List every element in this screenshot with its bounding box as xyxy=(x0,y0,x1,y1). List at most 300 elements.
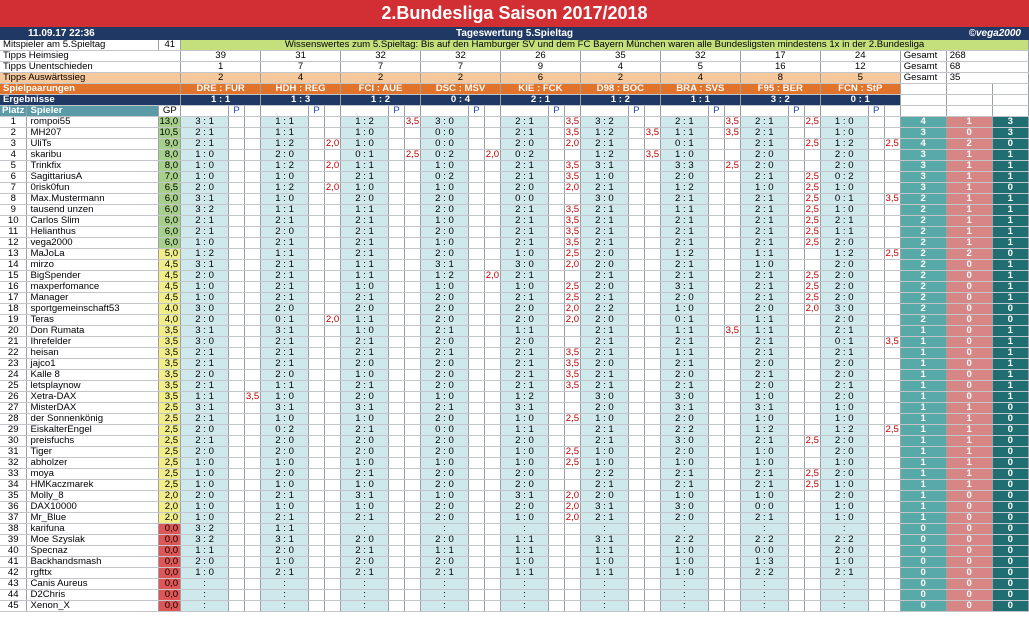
bonus-points xyxy=(405,260,421,271)
points xyxy=(468,458,484,469)
copyright: ©vega2000 xyxy=(968,28,1021,39)
tipp: 2 : 1 xyxy=(660,381,708,392)
tipp: 2 : 0 xyxy=(740,161,788,172)
bonus-points xyxy=(564,524,580,535)
bonus-points xyxy=(484,469,500,480)
points xyxy=(229,293,245,304)
tipp: 1 : 0 xyxy=(500,447,548,458)
to-count: 1 xyxy=(946,458,992,469)
bonus-points: 2,0 xyxy=(565,259,580,270)
ranking-table xyxy=(0,40,1029,612)
bonus-points xyxy=(245,535,261,546)
bonus-points xyxy=(804,403,820,414)
tipp: 2 : 0 xyxy=(660,414,708,425)
platz: 3 xyxy=(0,139,27,150)
bonus-points xyxy=(724,282,740,293)
points xyxy=(309,282,325,293)
bonus-points: 2,5 xyxy=(805,182,819,193)
bonus-points xyxy=(804,447,820,458)
table-row xyxy=(0,150,1029,161)
tipp: 2 : 1 xyxy=(261,282,309,293)
tipp: 1 : 1 xyxy=(820,227,868,238)
tipps-count: 17 xyxy=(740,51,820,62)
to-count: 0 xyxy=(946,293,992,304)
bonus-points xyxy=(484,172,500,183)
bonus-points xyxy=(884,348,900,359)
tr-count: 1 xyxy=(992,348,1028,359)
game-pairing: FCI : AUE xyxy=(341,84,421,95)
bonus-points xyxy=(564,403,580,414)
points xyxy=(708,535,724,546)
points xyxy=(468,238,484,249)
tipp: 2 : 0 xyxy=(820,315,868,326)
tipp: : xyxy=(421,579,469,590)
bonus-points xyxy=(724,172,740,183)
bonus-points xyxy=(644,172,660,183)
points xyxy=(229,579,245,590)
bonus-points: 2,5 xyxy=(885,248,899,259)
points xyxy=(708,183,724,194)
bonus-points xyxy=(405,183,421,194)
tipp: 2 : 0 xyxy=(261,304,309,315)
points xyxy=(229,304,245,315)
tr-count: 0 xyxy=(992,513,1028,524)
bonus-subheader xyxy=(564,106,580,117)
bonus-points xyxy=(405,271,421,282)
points xyxy=(868,238,884,249)
te-count: 3 xyxy=(900,150,946,161)
points xyxy=(548,183,564,194)
bonus-points xyxy=(325,205,341,216)
tordifferenz-header: Tordifferenz xyxy=(946,84,992,95)
points xyxy=(708,370,724,381)
tipp: 2 : 0 xyxy=(500,315,548,326)
tipp: 1 : 0 xyxy=(341,370,389,381)
gesamtpunkte: 8,0 xyxy=(159,150,181,161)
tipp: 1 : 0 xyxy=(580,172,628,183)
tipp: 1 : 1 xyxy=(261,524,309,535)
points xyxy=(389,249,405,260)
points xyxy=(868,381,884,392)
bonus-points xyxy=(804,337,820,348)
bonus-points xyxy=(644,436,660,447)
player-name: preisfuchs xyxy=(27,436,159,447)
tipp: 2 : 0 xyxy=(580,403,628,414)
tipp: 2 : 0 xyxy=(341,436,389,447)
platz: 37 xyxy=(0,513,27,524)
tipps-count: 31 xyxy=(261,51,341,62)
to-count: 0 xyxy=(946,381,992,392)
tipp: : xyxy=(261,579,309,590)
points xyxy=(468,425,484,436)
tipp: 0 : 0 xyxy=(421,425,469,436)
tipp: : xyxy=(181,601,229,612)
tipp: 2 : 0 xyxy=(580,249,628,260)
tipps-count: 9 xyxy=(500,62,580,73)
tipp: 1 : 2 xyxy=(740,425,788,436)
bonus-points xyxy=(724,205,740,216)
points xyxy=(389,447,405,458)
tr-count: 0 xyxy=(992,139,1028,150)
bonus-points xyxy=(405,535,421,546)
bonus-points xyxy=(724,414,740,425)
points xyxy=(548,513,564,524)
tipp: 3 : 1 xyxy=(181,403,229,414)
tipp: 2 : 1 xyxy=(580,205,628,216)
tipp: 2 : 0 xyxy=(261,469,309,480)
points xyxy=(468,524,484,535)
to-count: 1 xyxy=(946,194,992,205)
points xyxy=(868,337,884,348)
gesamtpunkte: 0,0 xyxy=(159,601,181,612)
points xyxy=(628,348,644,359)
to-count: 0 xyxy=(946,590,992,601)
tipp: 2 : 1 xyxy=(740,370,788,381)
points xyxy=(389,282,405,293)
bonus-points xyxy=(245,370,261,381)
tipp: 2 : 1 xyxy=(580,227,628,238)
points xyxy=(628,326,644,337)
table-row xyxy=(0,568,1029,579)
platz: 44 xyxy=(0,590,27,601)
tipp: 2 : 0 xyxy=(341,535,389,546)
bonus-points xyxy=(405,590,421,601)
tipp: 1 : 2 xyxy=(261,183,309,194)
tipp: 2 : 0 xyxy=(820,436,868,447)
tipp: 2 : 1 xyxy=(740,271,788,282)
bonus-points xyxy=(644,524,660,535)
tipp: 1 : 0 xyxy=(500,249,548,260)
bonus-points xyxy=(564,546,580,557)
p-header: P xyxy=(548,106,564,117)
tipp: 2 : 1 xyxy=(341,348,389,359)
tipp: 2 : 0 xyxy=(421,205,469,216)
te-count: 0 xyxy=(900,546,946,557)
tipp: 1 : 0 xyxy=(181,282,229,293)
bonus-points xyxy=(325,381,341,392)
tr-count: 0 xyxy=(992,425,1028,436)
bonus-points xyxy=(325,601,341,612)
platz: 4 xyxy=(0,150,27,161)
points xyxy=(468,359,484,370)
points xyxy=(468,282,484,293)
te-value: 2.0 xyxy=(900,106,946,117)
te-count: 0 xyxy=(900,601,946,612)
points xyxy=(309,458,325,469)
bonus-points xyxy=(484,282,500,293)
tipp: 1 : 0 xyxy=(500,282,548,293)
points xyxy=(628,502,644,513)
to-count: 0 xyxy=(946,271,992,282)
player-name: skaribu xyxy=(27,150,159,161)
tipp: : xyxy=(660,601,708,612)
bonus-points xyxy=(804,579,820,590)
bonus-points: 3,5 xyxy=(565,160,580,171)
bonus-points xyxy=(804,161,820,172)
tipps-count: 2 xyxy=(421,73,501,84)
bonus-points xyxy=(644,590,660,601)
tipp: 1 : 3 xyxy=(740,557,788,568)
tipp: 1 : 0 xyxy=(660,491,708,502)
gesamtpunkte: 2,5 xyxy=(159,447,181,458)
to-count: 1 xyxy=(946,227,992,238)
tipps-count: 4 xyxy=(261,73,341,84)
points xyxy=(868,150,884,161)
points xyxy=(708,469,724,480)
tipp: : xyxy=(181,590,229,601)
tipp: 2 : 0 xyxy=(500,469,548,480)
table-row xyxy=(0,524,1029,535)
gesamtpunkte: 4,5 xyxy=(159,260,181,271)
bonus-points xyxy=(724,458,740,469)
platz: 19 xyxy=(0,315,27,326)
tipp: 2 : 0 xyxy=(261,436,309,447)
tipp: 1 : 0 xyxy=(261,557,309,568)
tr-count: 1 xyxy=(992,260,1028,271)
points xyxy=(548,117,564,128)
points xyxy=(229,414,245,425)
bonus-points xyxy=(405,359,421,370)
points xyxy=(468,194,484,205)
bonus-points: 3,5 xyxy=(885,336,899,347)
tipp: 0 : 0 xyxy=(421,139,469,150)
bonus-points xyxy=(804,392,820,403)
bonus-points xyxy=(405,315,421,326)
points xyxy=(229,194,245,205)
points xyxy=(229,337,245,348)
tipps-count: 7 xyxy=(341,62,421,73)
tipp: 2 : 1 xyxy=(181,414,229,425)
points xyxy=(468,469,484,480)
points xyxy=(708,502,724,513)
tipp: : xyxy=(820,524,868,535)
points xyxy=(309,150,325,161)
bonus-points xyxy=(245,557,261,568)
points xyxy=(229,458,245,469)
bonus-points xyxy=(804,491,820,502)
points xyxy=(628,469,644,480)
te-count: 1 xyxy=(900,436,946,447)
points xyxy=(389,370,405,381)
points xyxy=(229,326,245,337)
table-row xyxy=(0,194,1029,205)
bonus-points: 2,5 xyxy=(805,116,819,127)
te-count: 4 xyxy=(900,139,946,150)
tipp: 2 : 0 xyxy=(421,414,469,425)
points xyxy=(309,194,325,205)
bonus-points xyxy=(245,502,261,513)
points xyxy=(389,150,405,161)
tipp: 2 : 1 xyxy=(500,359,548,370)
p-header: P xyxy=(868,106,884,117)
points xyxy=(708,326,724,337)
player-name: Tiger xyxy=(27,447,159,458)
points xyxy=(788,601,804,612)
tipp: 2 : 0 xyxy=(820,238,868,249)
tipp: 2 : 1 xyxy=(500,238,548,249)
to-count: 1 xyxy=(946,403,992,414)
bonus-points xyxy=(245,337,261,348)
tipp: 1 : 0 xyxy=(820,557,868,568)
points xyxy=(708,458,724,469)
tipp: 2 : 0 xyxy=(421,227,469,238)
tipp: 2 : 1 xyxy=(500,271,548,282)
bonus-points xyxy=(564,337,580,348)
points xyxy=(309,205,325,216)
tipp: 3 : 0 xyxy=(660,436,708,447)
bonus-points xyxy=(325,546,341,557)
te-count: 1 xyxy=(900,469,946,480)
te-count: 4 xyxy=(900,117,946,128)
gesamtpunkte: 3,5 xyxy=(159,381,181,392)
points xyxy=(229,480,245,491)
tipp: 2 : 1 xyxy=(740,128,788,139)
tipp: 1 : 0 xyxy=(820,480,868,491)
bonus-points xyxy=(405,513,421,524)
tipp: 2 : 1 xyxy=(740,238,788,249)
points xyxy=(868,590,884,601)
bonus-points xyxy=(644,381,660,392)
tipp: 1 : 0 xyxy=(341,326,389,337)
bonus-points xyxy=(325,337,341,348)
to-count: 0 xyxy=(946,491,992,502)
tipp: 2 : 1 xyxy=(341,381,389,392)
points xyxy=(788,513,804,524)
tipp: 2 : 1 xyxy=(341,227,389,238)
tr-count: 1 xyxy=(992,150,1028,161)
bonus-points xyxy=(724,590,740,601)
points xyxy=(229,557,245,568)
points xyxy=(389,601,405,612)
tipp: 3 : 0 xyxy=(181,337,229,348)
p-header: P xyxy=(788,106,804,117)
tipp: 1 : 2 xyxy=(181,249,229,260)
points xyxy=(628,579,644,590)
points xyxy=(229,315,245,326)
points xyxy=(788,579,804,590)
points xyxy=(628,381,644,392)
platz: 22 xyxy=(0,348,27,359)
gesamtpunkte: 2,5 xyxy=(159,403,181,414)
tipp: 2 : 0 xyxy=(341,557,389,568)
points xyxy=(708,381,724,392)
te-count: 1 xyxy=(900,458,946,469)
to-count: 0 xyxy=(946,579,992,590)
points xyxy=(389,293,405,304)
player-name: HMKaczmarek xyxy=(27,480,159,491)
points xyxy=(708,249,724,260)
tipp: 1 : 0 xyxy=(181,568,229,579)
match-result: 0 : 1 xyxy=(820,95,900,106)
points xyxy=(868,282,884,293)
tipp: 2 : 1 xyxy=(341,425,389,436)
points xyxy=(868,249,884,260)
bonus-points xyxy=(644,557,660,568)
tipp: : xyxy=(820,579,868,590)
bonus-points xyxy=(724,139,740,150)
tr-count: 0 xyxy=(992,315,1028,326)
tipp: : xyxy=(181,579,229,590)
bonus-points xyxy=(724,359,740,370)
bonus-points xyxy=(564,590,580,601)
tipp: 1 : 0 xyxy=(820,403,868,414)
tipp: 2 : 1 xyxy=(660,260,708,271)
points xyxy=(389,315,405,326)
tipp: 2 : 0 xyxy=(580,260,628,271)
tipp: 1 : 0 xyxy=(181,161,229,172)
points xyxy=(389,502,405,513)
bonus-points: 2,5 xyxy=(885,424,899,435)
points xyxy=(628,117,644,128)
player-name: letsplaynow xyxy=(27,381,159,392)
bonus-points xyxy=(245,590,261,601)
table-row xyxy=(0,370,1029,381)
tipp: 1 : 0 xyxy=(820,458,868,469)
tipp: 2 : 1 xyxy=(261,491,309,502)
tipp: 3 : 1 xyxy=(500,491,548,502)
player-name: heisan xyxy=(27,348,159,359)
player-name: Ihrefelder xyxy=(27,337,159,348)
bonus-points xyxy=(644,260,660,271)
tipp: : xyxy=(580,524,628,535)
bonus-points: 3,5 xyxy=(725,127,739,138)
bonus-points xyxy=(804,601,820,612)
tipps-label: Tipps Auswärtssieg xyxy=(0,73,181,84)
points xyxy=(389,436,405,447)
tipp: 1 : 2 xyxy=(341,117,389,128)
points xyxy=(868,524,884,535)
te-count: 3 xyxy=(900,183,946,194)
tipp: 2 : 0 xyxy=(181,557,229,568)
tipp: 1 : 1 xyxy=(740,326,788,337)
gesamtpunkte: 0,0 xyxy=(159,535,181,546)
points xyxy=(229,282,245,293)
bonus-points: 2,5 xyxy=(805,204,819,215)
points xyxy=(708,392,724,403)
bonus-points xyxy=(325,524,341,535)
tipp: 0 : 2 xyxy=(500,150,548,161)
points xyxy=(708,117,724,128)
bonus-points xyxy=(564,271,580,282)
points xyxy=(548,436,564,447)
tipp: 2 : 1 xyxy=(181,436,229,447)
points xyxy=(548,282,564,293)
platz: 12 xyxy=(0,238,27,249)
table-row xyxy=(0,546,1029,557)
to-count: 0 xyxy=(946,304,992,315)
te-count: 2 xyxy=(900,304,946,315)
bonus-points xyxy=(484,579,500,590)
tipp: 1 : 1 xyxy=(740,249,788,260)
player-name: D2Chris xyxy=(27,590,159,601)
bonus-points xyxy=(564,425,580,436)
tipp: 1 : 0 xyxy=(341,128,389,139)
player-name: SagittariusA xyxy=(27,172,159,183)
tipps-label: Tipps Heimsieg xyxy=(0,51,181,62)
points xyxy=(389,414,405,425)
tipp: 2 : 1 xyxy=(660,227,708,238)
player-name: MaJoLa xyxy=(27,249,159,260)
points xyxy=(868,260,884,271)
points xyxy=(229,502,245,513)
bonus-points xyxy=(644,403,660,414)
gesamtpunkte: 2,5 xyxy=(159,436,181,447)
tipp: 0 : 0 xyxy=(740,546,788,557)
player-name: Canis Aureus xyxy=(27,579,159,590)
bonus-points xyxy=(484,293,500,304)
points xyxy=(788,480,804,491)
bonus-points xyxy=(484,601,500,612)
